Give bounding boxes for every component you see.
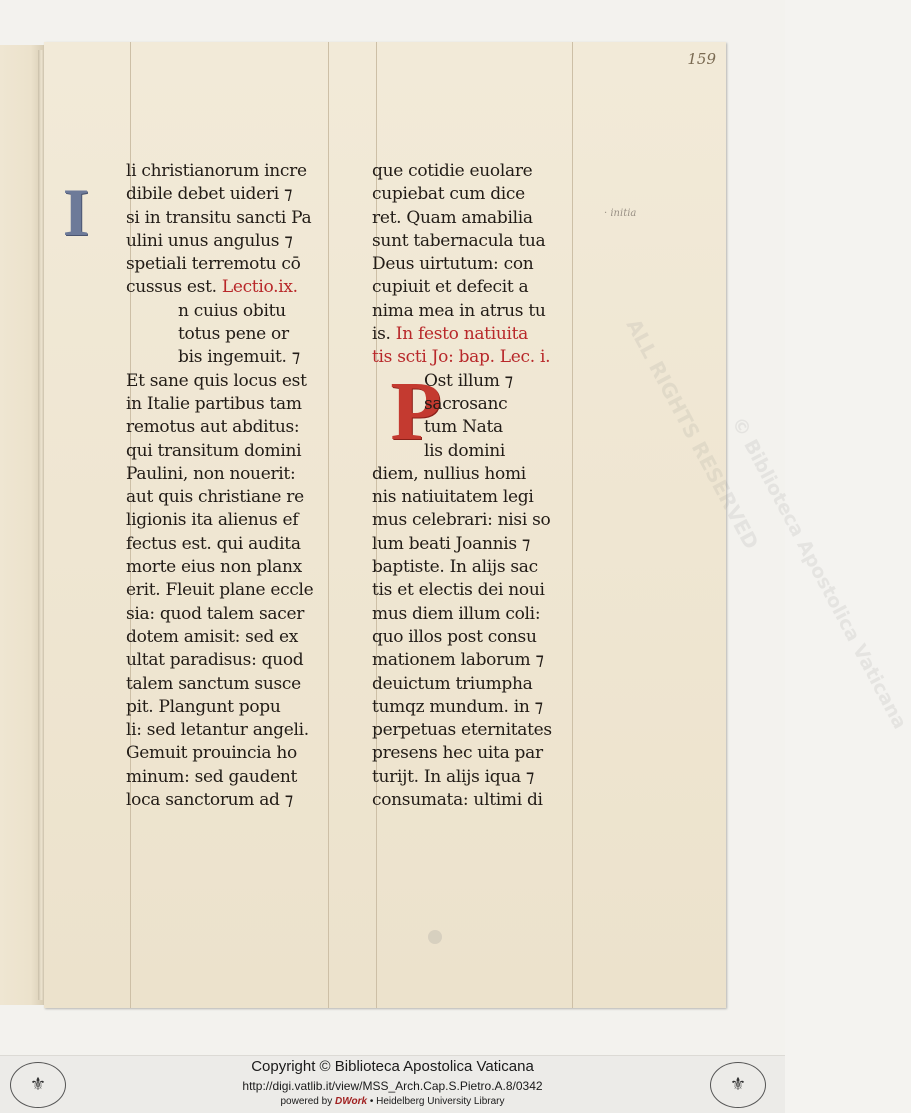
line-text: bis ingemuit. ⁊ (178, 347, 300, 368)
rubric-text: Lectio.ix. (221, 277, 298, 298)
parchment-stain (428, 930, 442, 944)
rubric-text: tis scti Jo: bap. Lec. i. (372, 347, 551, 368)
line-text: perpetuas eternitates (372, 720, 552, 741)
manuscript-line (372, 719, 592, 742)
library-seal-icon: ⚜ (10, 1062, 66, 1108)
manuscript-line (126, 719, 346, 742)
line-text: sacrosanc (424, 393, 508, 414)
line-text: deuictum triumpha (372, 673, 533, 694)
line-text: Deus uirtutum: con (372, 254, 534, 275)
line-text: dibile debet uideri ⁊ (126, 184, 293, 205)
line-text: diem, nullius homi (372, 463, 526, 484)
line-text: Et sane quis locus est (126, 370, 307, 391)
source-url[interactable]: http://digi.vatlib.it/view/MSS_Arch.Cap.S.Pietro.A.8/0342 (242, 1079, 543, 1093)
line-text: tum Nata (424, 417, 503, 438)
line-text: mationem laborum ⁊ (372, 650, 544, 671)
manuscript-line (126, 603, 346, 626)
manuscript-line (126, 276, 346, 299)
line-text: spetiali terremotu cō (126, 254, 301, 275)
manuscript-line (372, 556, 592, 579)
manuscript-line (372, 300, 592, 323)
line-text: Gemuit prouincia ho (126, 743, 297, 764)
line-text: que cotidie euolare (372, 161, 533, 181)
line-text: baptiste. In alijs sac (372, 557, 538, 578)
manuscript-line (126, 393, 346, 416)
manuscript-line (372, 370, 592, 393)
manuscript-line (372, 603, 592, 626)
manuscript-line (372, 766, 592, 789)
manuscript-line (372, 183, 592, 206)
rubric-text: In festo natiuita (395, 324, 529, 345)
line-text: fectus est. qui audita (126, 533, 301, 554)
manuscript-line (372, 393, 592, 416)
manuscript-line (372, 509, 592, 532)
manuscript-line (372, 207, 592, 230)
manuscript-line (372, 253, 592, 276)
line-text: minum: sed gaudent (126, 766, 298, 787)
manuscript-line (126, 742, 346, 765)
library-seal-icon: ⚜ (710, 1062, 766, 1108)
manuscript-line (372, 416, 592, 439)
margin-note: · initia (604, 208, 637, 219)
manuscript-line (372, 160, 592, 183)
manuscript-line (372, 696, 592, 719)
line-text: morte eius non planx (126, 557, 302, 578)
folio-number: 159 (687, 50, 716, 68)
copyright-title: Copyright © Biblioteca Apostolica Vaticana (251, 1058, 534, 1075)
manuscript-line (126, 509, 346, 532)
manuscript-line (126, 673, 346, 696)
manuscript-line (372, 673, 592, 696)
line-text: cussus est. (126, 277, 217, 298)
manuscript-line (372, 230, 592, 253)
line-text: remotus aut abditus: (126, 417, 300, 438)
decorated-initial-i: I (62, 174, 90, 250)
manuscript-line (126, 323, 346, 346)
line-text: dotem amisit: sed ex (126, 626, 299, 647)
watermark-text: ALL RIGHTS RESERVED (621, 314, 764, 554)
line-text: sunt tabernacula tua (372, 230, 546, 251)
manuscript-line (372, 346, 592, 369)
line-text: sia: quod talem sacer (126, 603, 305, 624)
line-text: qui transitum domini (126, 440, 302, 461)
line-text: loca sanctorum ad ⁊ (126, 790, 293, 811)
powered-by (0, 1096, 785, 1107)
line-text: totus pene or (178, 324, 289, 345)
line-text: nima mea in atrus tu (372, 300, 546, 321)
manuscript-line (126, 300, 346, 323)
manuscript-line (126, 253, 346, 276)
line-text: ret. Quam amabilia (372, 207, 533, 228)
line-text: Ost illum ⁊ (424, 370, 513, 391)
line-text: lis domini (424, 440, 506, 461)
watermark-text: © Biblioteca Apostolica Vaticana (727, 413, 911, 733)
manuscript-line (126, 649, 346, 672)
manuscript-line (126, 207, 346, 230)
line-text: tumqz mundum. in ⁊ (372, 696, 543, 717)
manuscript-line (126, 463, 346, 486)
line-text: mus diem illum coli: (372, 603, 541, 624)
manuscript-line (126, 626, 346, 649)
line-text: cupiebat cum dice (372, 184, 525, 205)
line-text: nis natiuitatem legi (372, 487, 534, 508)
powered-prefix: powered by (280, 1096, 333, 1107)
manuscript-line (372, 626, 592, 649)
line-text: mus celebrari: nisi so (372, 510, 551, 531)
dwork-link[interactable]: DWork (334, 1096, 368, 1107)
manuscript-line (372, 440, 592, 463)
line-text: Paulini, non nouerit: (126, 463, 296, 484)
manuscript-line (126, 370, 346, 393)
manuscript-line (372, 463, 592, 486)
line-text: ligionis ita alienus ef (126, 510, 299, 531)
line-text: li christianorum incre (126, 161, 307, 181)
powered-suffix: • Heidelberg University Library (369, 1096, 505, 1107)
manuscript-line (126, 533, 346, 556)
line-text: erit. Fleuit plane eccle (126, 580, 314, 601)
line-text: aut quis christiane re (126, 487, 304, 508)
manuscript-line (126, 766, 346, 789)
line-text: pit. Plangunt popu (126, 696, 281, 717)
manuscript-line (126, 346, 346, 369)
line-text: turijt. In alijs iqua ⁊ (372, 766, 535, 787)
line-text: presens hec uita par (372, 743, 543, 764)
line-text: quo illos post consu (372, 626, 537, 647)
manuscript-line (372, 276, 592, 299)
line-text: tis et electis dei noui (372, 580, 545, 601)
manuscript-line (126, 486, 346, 509)
manuscript-line (126, 183, 346, 206)
line-text: talem sanctum susce (126, 673, 301, 694)
line-text: consumata: ultimi di (372, 790, 543, 811)
line-text: ultat paradisus: quod (126, 650, 304, 671)
line-text: in Italie partibus tam (126, 393, 302, 414)
manuscript-line (126, 696, 346, 719)
text-column-left (126, 160, 346, 812)
manuscript-folio (44, 42, 911, 1008)
line-text: si in transitu sancti Pa (126, 207, 312, 228)
manuscript-line (372, 533, 592, 556)
manuscript-line (126, 556, 346, 579)
manuscript-line (372, 789, 592, 812)
line-text: li: sed letantur angeli. (126, 720, 309, 741)
line-text: n cuius obitu (178, 300, 286, 321)
line-text: lum beati Joannis ⁊ (372, 533, 531, 554)
manuscript-line (372, 323, 592, 346)
line-text: is. (372, 324, 391, 345)
line-text: ulini unus angulus ⁊ (126, 230, 293, 251)
manuscript-line (372, 649, 592, 672)
decorated-initial-p: P (390, 365, 442, 458)
manuscript-line (126, 579, 346, 602)
manuscript-line (126, 440, 346, 463)
manuscript-line (372, 486, 592, 509)
manuscript-line (126, 160, 346, 183)
manuscript-line (372, 742, 592, 765)
manuscript-line (126, 230, 346, 253)
manuscript-line (126, 416, 346, 439)
line-text: cupiuit et defecit a (372, 277, 529, 298)
manuscript-line (126, 789, 346, 812)
manuscript-line (372, 579, 592, 602)
text-column-right (372, 160, 592, 812)
